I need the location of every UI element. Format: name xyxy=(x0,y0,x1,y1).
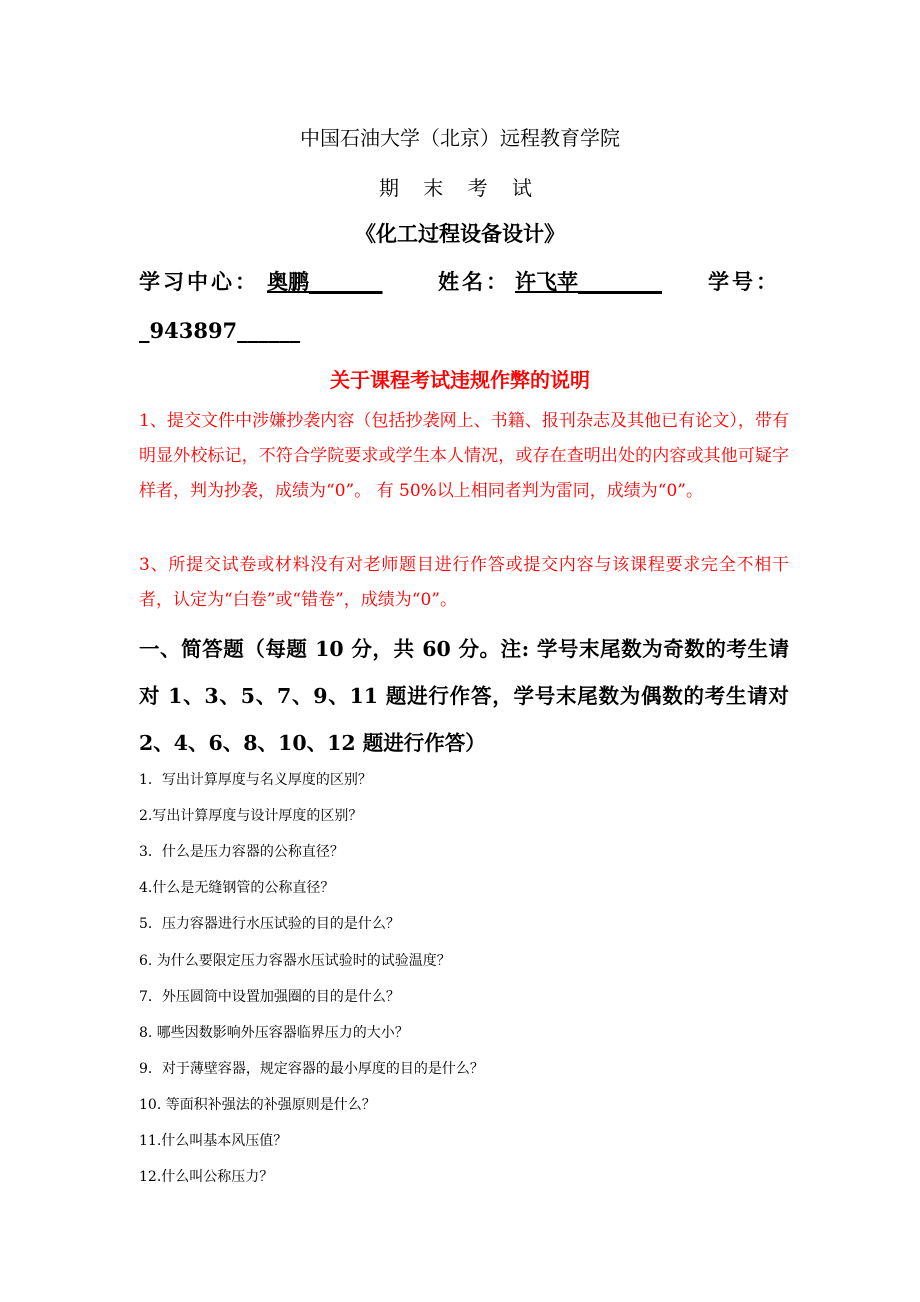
name-value: 许飞苹________ xyxy=(515,269,662,294)
learning-center-value: 奥鹏_______ xyxy=(267,269,383,294)
exam-type: 期 末 考 试 xyxy=(378,176,542,200)
question-item: 5．压力容器进行水压试验的目的是什么？ xyxy=(139,916,400,932)
notice-rule-1: 1、提交文件中涉嫌抄袭内容（包括抄袭网上、书籍、报刊杂志及其他已有论文），带有明显外校标记，不符合学院要求或学生本人情况，或存在查明出处的内容或其他可疑字样者，判为抄袭，成绩为“0”。 有 50%以上相同者判为雷同，成绩为“0”。 xyxy=(139,411,789,501)
learning-center-label: 学习中心： xyxy=(139,269,259,294)
school-name: 中国石油大学（北京）远程教育学院 xyxy=(300,126,620,150)
notice-rule-3: 3、所提交试卷或材料没有对老师题目进行作答或提交内容与该课程要求完全不相干者，认定为“白卷”或“错卷”，成绩为“0”。 xyxy=(139,555,789,610)
question-item: 3．什么是压力容器的公称直径？ xyxy=(139,844,344,860)
question-item: 1．写出计算厚度与名义厚度的区别？ xyxy=(139,772,372,788)
question-item: 4.什么是无缝钢管的公称直径？ xyxy=(139,880,335,896)
question-item: 2.写出计算厚度与设计厚度的区别？ xyxy=(139,808,363,824)
question-item: 6. 为什么要限定压力容器水压试验时的试验温度？ xyxy=(139,953,451,969)
question-item: 12.什么叫公称压力？ xyxy=(139,1169,274,1185)
student-id-value: _943897______ xyxy=(139,318,301,343)
section-heading: 一、简答题（每题 10 分，共 60 分。注: 学号末尾数为奇数的考生请对 1、3、5、7、9、11 题进行作答，学号末尾数为偶数的考生请对 2、4、6、8、10、12 题进行作答） xyxy=(139,637,789,755)
question-item: 7．外压圆筒中设置加强圈的目的是什么？ xyxy=(139,989,400,1005)
student-id-label: 学号： xyxy=(708,269,780,294)
course-title: 《化工过程设备设计》 xyxy=(355,221,565,246)
notice-title: 关于课程考试违规作弊的说明 xyxy=(330,368,590,392)
question-item: 8. 哪些因数影响外压容器临界压力的大小？ xyxy=(139,1025,409,1041)
name-label: 姓名： xyxy=(438,269,510,294)
question-item: 9．对于薄壁容器，规定容器的最小厚度的目的是什么？ xyxy=(139,1061,484,1077)
question-item: 10. 等面积补强法的补强原则是什么？ xyxy=(139,1097,376,1113)
question-item: 11.什么叫基本风压值？ xyxy=(139,1133,288,1149)
